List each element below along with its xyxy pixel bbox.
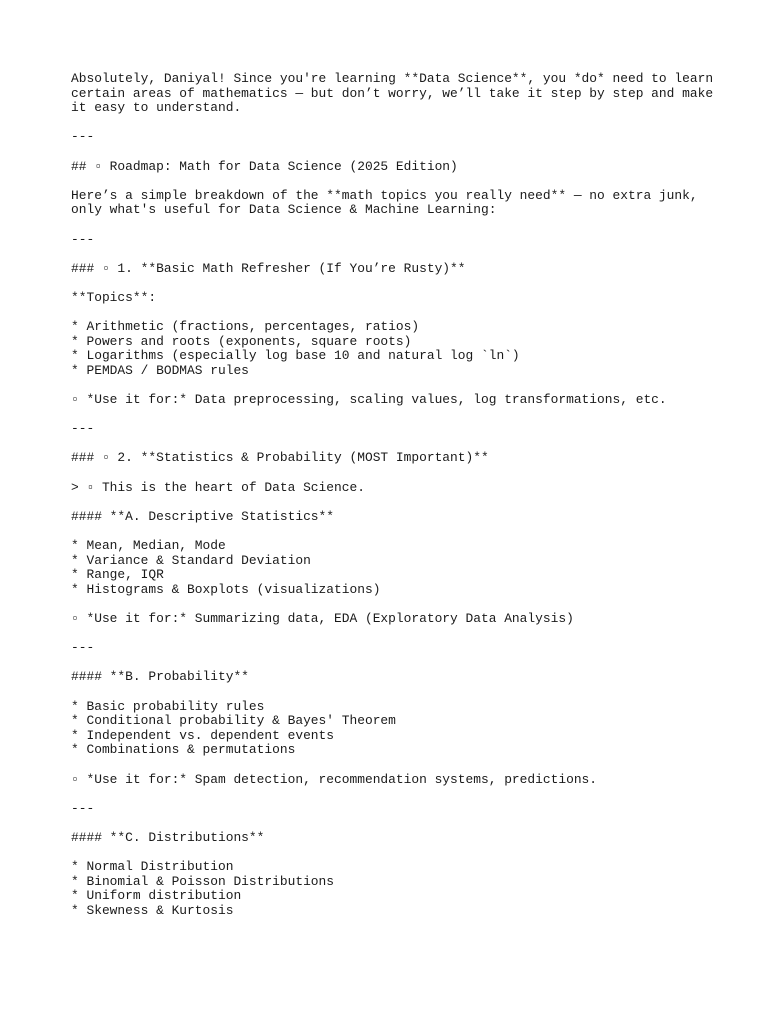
blank-line [71, 306, 731, 321]
blank-line [71, 116, 731, 131]
bullet-item: * Uniform distribution [71, 888, 242, 904]
blank-line [71, 787, 731, 802]
text-line: ▫ *Use it for:* Data preprocessing, scaling values, log transformations, etc. [71, 392, 667, 408]
blank-line [71, 627, 731, 642]
heading-line: #### **C. Distributions** [71, 829, 265, 845]
blank-line [71, 378, 731, 393]
blank-line [71, 145, 731, 160]
blank-line [71, 408, 731, 423]
divider-line: --- [71, 800, 95, 816]
text-line: certain areas of mathematics — but don’t worry, we’ll take it step by step and make [71, 85, 714, 101]
blank-line [71, 276, 731, 291]
blank-line [71, 597, 731, 612]
bullet-item: * Logarithms (especially log base 10 and natural log `ln`) [71, 348, 520, 364]
divider-line: --- [71, 421, 95, 437]
bullet-item: * Skewness & Kurtosis [71, 902, 234, 918]
bullet-item: * Range, IQR [71, 567, 164, 583]
heading-line: ### ▫ 1. **Basic Math Refresher (If You’re Rusty)** [71, 260, 466, 276]
text-line: **Topics**: [71, 289, 157, 305]
blank-line [71, 845, 731, 860]
bullet-item: * PEMDAS / BODMAS rules [71, 362, 249, 378]
blank-line [71, 247, 731, 262]
bullet-item: * Conditional probability & Bayes' Theorem [71, 713, 396, 729]
document-body [71, 72, 731, 918]
bullet-item: * Independent vs. dependent events [71, 727, 335, 743]
quote-line: > ▫ This is the heart of Data Science. [71, 479, 365, 495]
blank-line [71, 656, 731, 671]
blank-line [71, 816, 731, 831]
blank-line [71, 685, 731, 700]
text-line: Absolutely, Daniyal! Since you're learning **Data Science**, you *do* need to learn [71, 71, 714, 86]
blank-line [71, 218, 731, 233]
text-line: Here’s a simple breakdown of the **math topics you really need** — no extra junk, [71, 187, 698, 203]
blank-line [71, 758, 731, 773]
text-line: ▫ *Use it for:* Spam detection, recommendation systems, predictions. [71, 771, 598, 787]
text-line: ▫ *Use it for:* Summarizing data, EDA (Exploratory Data Analysis) [71, 610, 574, 626]
divider-line: --- [71, 129, 95, 145]
blank-line [71, 466, 731, 481]
bullet-item: * Arithmetic (fractions, percentages, ratios) [71, 319, 420, 335]
blank-line [71, 524, 731, 539]
bullet-item: * Histograms & Boxplots (visualizations) [71, 581, 381, 597]
text-line: only what's useful for Data Science & Machine Learning: [71, 202, 497, 218]
heading-line: ## ▫ Roadmap: Math for Data Science (2025 Edition) [71, 158, 458, 174]
divider-line: --- [71, 231, 95, 247]
blank-line [71, 174, 731, 189]
bullet-item: * Combinations & permutations [71, 742, 296, 758]
bullet-item: * Binomial & Poisson Distributions [71, 873, 335, 889]
divider-line: --- [71, 640, 95, 656]
heading-line: ### ▫ 2. **Statistics & Probability (MOST Important)** [71, 450, 489, 466]
bullet-item: * Mean, Median, Mode [71, 538, 226, 553]
text-line: it easy to understand. [71, 100, 242, 116]
bullet-item: * Basic probability rules [71, 698, 265, 714]
bullet-item: * Normal Distribution [71, 859, 234, 875]
bullet-item: * Variance & Standard Deviation [71, 552, 311, 568]
blank-line [71, 437, 731, 452]
heading-line: #### **B. Probability** [71, 669, 249, 685]
blank-line [71, 495, 731, 510]
bullet-item: * Powers and roots (exponents, square roots) [71, 333, 412, 349]
heading-line: #### **A. Descriptive Statistics** [71, 508, 335, 524]
